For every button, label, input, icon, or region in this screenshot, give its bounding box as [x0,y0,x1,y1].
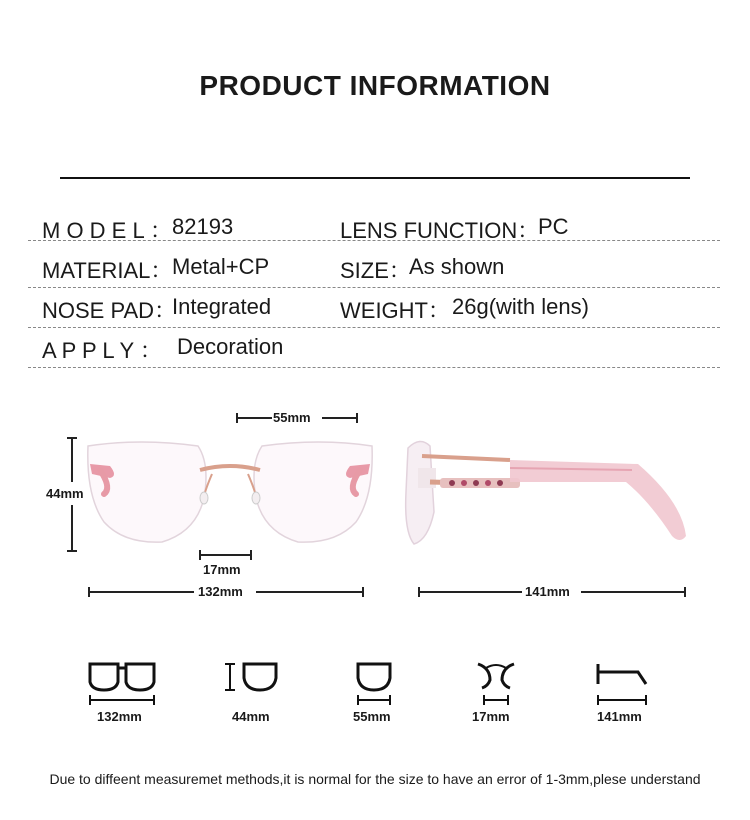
lens-width-line-right [322,417,358,419]
temple-icon-label: 141mm [597,709,642,724]
lens-height-icon-label: 44mm [232,709,270,724]
apply-value: Decoration [177,334,284,359]
lens-function-value: PC [538,214,569,239]
lens-function-label: LENS FUNCTION： [340,218,540,243]
lens-width-tick-right [356,413,358,423]
page-title: PRODUCT INFORMATION [199,70,551,101]
nose-pad-label: NOSE PAD： [42,298,177,323]
frame-width-icon [86,660,158,708]
temple-icon [592,660,652,708]
lens-height-line-top [71,437,73,482]
lens-height-label: 44mm [46,486,84,501]
frame-width-icon-label: 132mm [97,709,142,724]
lens-height-tick-bottom [67,550,77,552]
frame-width-line-left [88,591,194,593]
row-divider [28,367,720,368]
apply-label: A P P L Y ： [42,338,162,363]
bridge-label: 17mm [203,562,241,577]
lens-height-icon [222,660,282,694]
temple-length-line-right [581,591,685,593]
glasses-side-view-image [400,432,700,550]
model-label: M O D E L ： [42,218,172,243]
frame-width-line-right [256,591,364,593]
row-divider [28,240,720,241]
model-value: 82193 [172,214,234,239]
lens-height-line-bottom [71,505,73,552]
lens-width-label: 55mm [273,410,311,425]
title-divider [60,177,690,179]
lens-width-line-left [236,417,272,419]
row-divider [28,327,720,328]
frame-width-label: 132mm [198,584,243,599]
temple-length-tick-right [684,587,686,597]
material-label: MATERIAL： [42,258,173,283]
temple-length-line-left [418,591,522,593]
lens-width-icon [352,660,396,708]
row-divider [28,287,720,288]
bridge-icon [474,660,518,708]
frame-width-tick-right [362,587,364,597]
material-value: Metal+CP [172,254,270,279]
nose-pad-value: Integrated [172,294,272,319]
footer-note: Due to diffeent measuremet methods,it is normal for the size to have an error of 1-3mm,plese understand [49,771,701,787]
size-value: As shown [409,254,505,279]
glasses-front-view-image [80,440,380,550]
bridge-tick-right [250,550,252,560]
bridge-line [199,554,252,556]
size-label: SIZE： [340,258,411,283]
bridge-icon-label: 17mm [472,709,510,724]
weight-value: 26g(with lens) [452,294,589,319]
weight-label: WEIGHT： [340,298,450,323]
temple-length-label: 141mm [525,584,570,599]
lens-width-icon-label: 55mm [353,709,391,724]
